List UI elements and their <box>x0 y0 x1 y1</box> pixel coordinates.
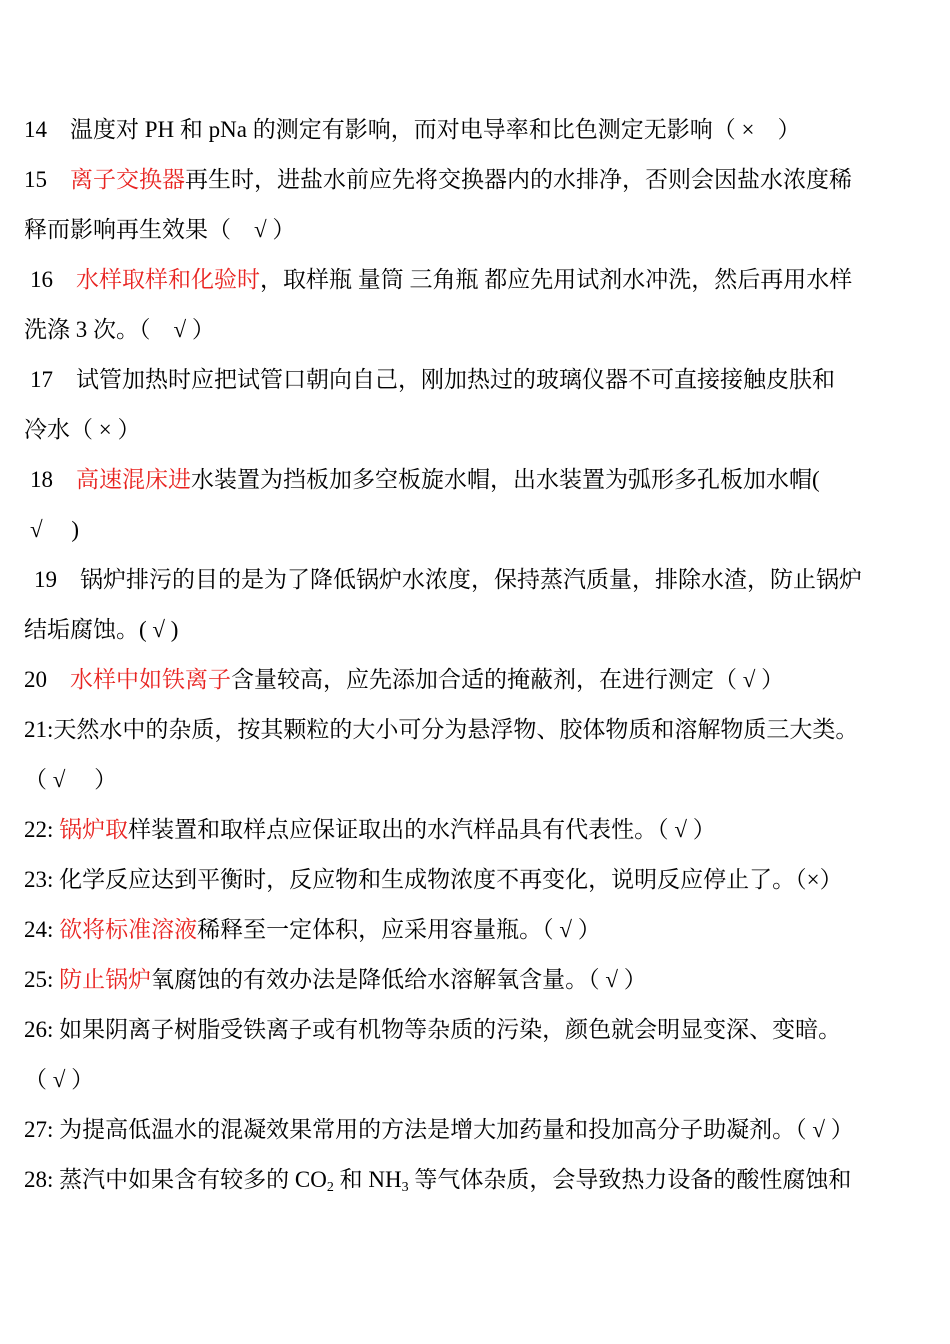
highlight-text: 高速混床进 <box>76 467 191 492</box>
item-17-cont: 冷水（ × ） <box>24 417 141 442</box>
item-17 <box>30 363 936 397</box>
item-15 <box>24 163 936 197</box>
item-number: 27: <box>24 1117 54 1142</box>
item-number: 26: <box>24 1017 54 1042</box>
item-number: 17 <box>30 367 53 392</box>
item-text: 蒸汽中如果含有较多的 CO <box>59 1167 327 1192</box>
item-text: 和 NH <box>333 1167 402 1192</box>
item-26-cont: （ √ ） <box>24 1067 95 1092</box>
item-number: 19 <box>34 567 57 592</box>
highlight-text: 离子交换器 <box>70 167 185 192</box>
item-text: 化学反应达到平衡时，反应物和生成物浓度不再变化，说明反应停止了。（×） <box>59 867 843 892</box>
item-text: 再生时，进盐水前应先将交换器内的水排净，否则会因盐水浓度稀 <box>185 167 852 192</box>
item-14 <box>24 113 936 147</box>
item-text: 等气体杂质，会导致热力设备的酸性腐蚀和 <box>408 1167 852 1192</box>
item-text: 氧腐蚀的有效办法是降低给水溶解氧含量。（ √ ） <box>151 967 647 992</box>
item-text: 锅炉排污的目的是为了降低锅炉水浓度，保持蒸汽质量，排除水渣，防止锅炉 <box>80 567 862 592</box>
subscript: 3 <box>401 1180 409 1195</box>
item-text: 为提高低温水的混凝效果常用的方法是增大加药量和投加高分子助凝剂。（ √ ） <box>59 1117 854 1142</box>
item-26 <box>24 1013 936 1047</box>
item-text: ，取样瓶 量筒 三角瓶 都应先用试剂水冲洗，然后再用水样 <box>260 267 853 292</box>
item-18-cont: √ ) <box>30 517 80 542</box>
item-number: 24: <box>24 917 54 942</box>
highlight-text: 水样取样和化验时 <box>76 267 260 292</box>
item-23 <box>24 863 936 897</box>
item-20 <box>24 663 936 697</box>
item-21 <box>24 713 936 747</box>
item-text: 水装置为挡板加多空板旋水帽，出水装置为弧形多孔板加水帽( <box>191 467 820 492</box>
item-text: 如果阴离子树脂受铁离子或有机物等杂质的污染，颜色就会明显变深、变暗。 <box>59 1017 842 1042</box>
item-text: 天然水中的杂质，按其颗粒的大小可分为悬浮物、胶体物质和溶解物质三大类。 <box>53 717 859 742</box>
item-number: 15 <box>24 167 47 192</box>
item-24 <box>24 913 936 947</box>
subscript: 2 <box>326 1180 334 1195</box>
item-28 <box>24 1163 936 1197</box>
item-number: 16 <box>30 267 53 292</box>
item-number: 14 <box>24 117 47 142</box>
item-text: 稀释至一定体积，应采用容量瓶。（ √ ） <box>197 917 601 942</box>
highlight-text: 防止锅炉 <box>59 967 152 992</box>
item-18 <box>30 463 936 497</box>
item-number: 22: <box>24 817 54 842</box>
highlight-text: 水样中如铁离子 <box>70 667 231 692</box>
item-16-cont: 洗涤 3 次。（ √ ） <box>24 317 215 342</box>
item-number: 21: <box>24 717 54 742</box>
item-number: 25: <box>24 967 54 992</box>
item-number: 23: <box>24 867 54 892</box>
item-25 <box>24 963 936 997</box>
highlight-text: 锅炉取 <box>59 817 129 842</box>
item-text: 温度对 PH 和 pNa 的测定有影响，而对电导率和比色测定无影响（ × ） <box>70 117 801 142</box>
item-number: 18 <box>30 467 53 492</box>
item-text: 试管加热时应把试管口朝向自己，刚加热过的玻璃仪器不可直接接触皮肤和 <box>76 367 835 392</box>
item-16 <box>30 263 936 297</box>
highlight-text: 欲将标准溶液 <box>59 917 198 942</box>
item-19 <box>34 563 936 597</box>
item-21-cont: （ √ ） <box>24 767 118 792</box>
item-19-cont: 结垢腐蚀。( √ ) <box>24 617 179 642</box>
item-text: 样装置和取样点应保证取出的水汽样品具有代表性。（ √ ） <box>128 817 716 842</box>
item-text: 含量较高，应先添加合适的掩蔽剂，在进行测定（ √ ） <box>231 667 785 692</box>
item-15-cont: 释而影响再生效果（ √ ） <box>24 217 296 242</box>
item-number: 28: <box>24 1167 54 1192</box>
item-number: 20 <box>24 667 47 692</box>
item-22 <box>24 813 936 847</box>
item-27 <box>24 1113 936 1147</box>
